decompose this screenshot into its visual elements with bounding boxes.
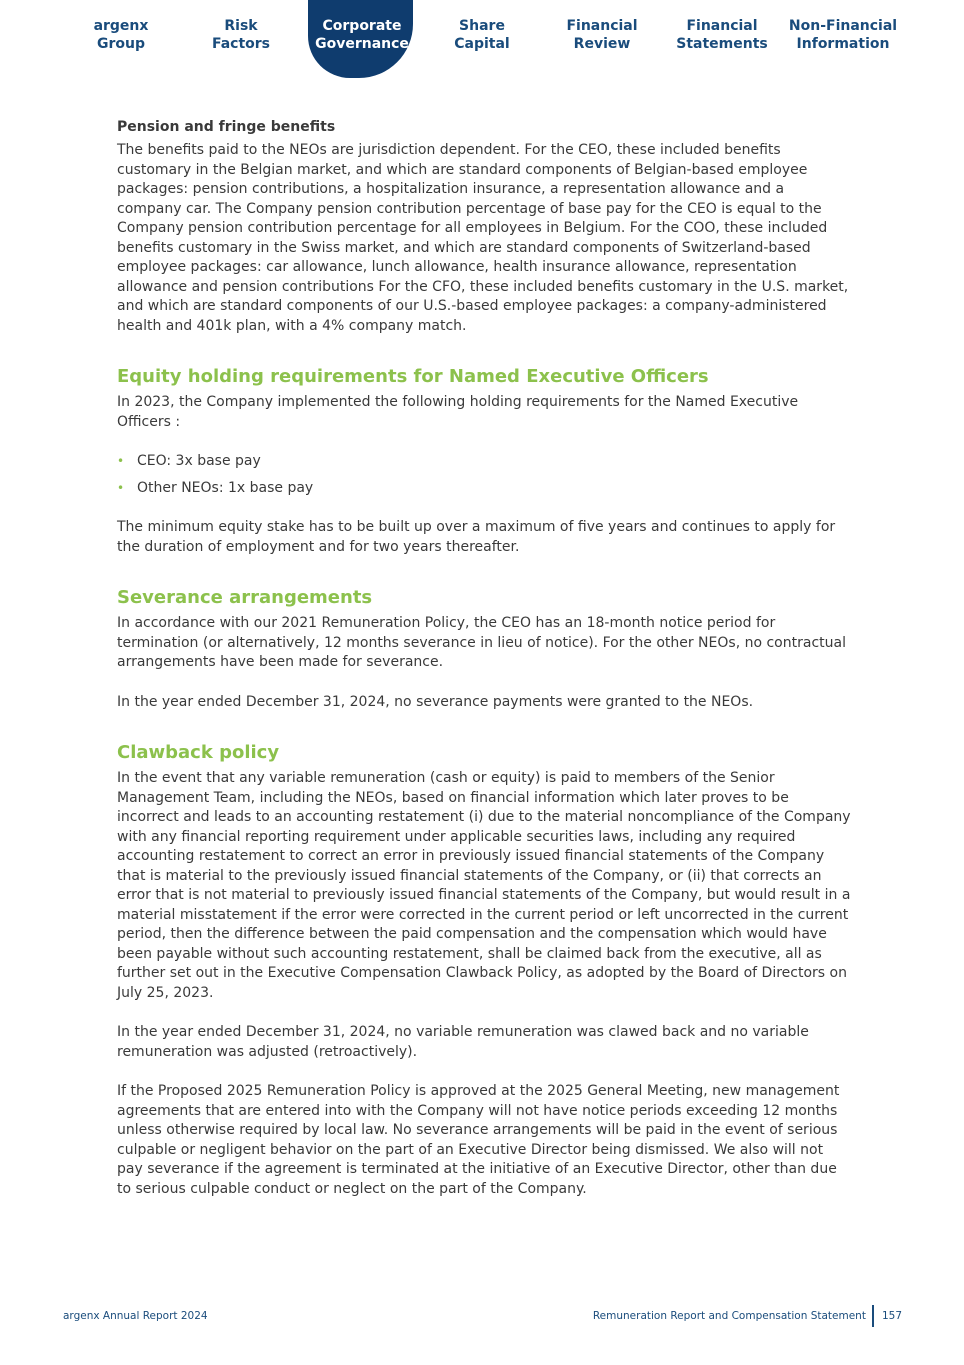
clawback-heading: Clawback policy xyxy=(117,742,280,763)
nav-tab-financial-review[interactable]: Financial Review xyxy=(566,18,638,52)
nav-tab-non-financial-information[interactable]: Non-Financial Information xyxy=(788,18,898,52)
clawback-paragraph-3: If the Proposed 2025 Remuneration Policy is approved at the 2025 General Meeting, new management agreements that are entered into with the Company will not have notice periods exceeding 12 months unless otherwise required by local law. No severance arrangements will be paid in the event of serious culpable or negligent behavior on the part of an Executive Director being dismissed. We also will not pay severance if the agreement is terminated at the initiative of an Executive Director, other than due to serious culpable conduct or neglect on the part of the Company. xyxy=(117,1083,840,1197)
footer-right xyxy=(593,1305,902,1327)
equity-outro: The minimum equity stake has to be built up over a maximum of five years and continues to apply for the duration of employment and for two years thereafter. xyxy=(117,519,836,555)
footer-divider xyxy=(872,1305,874,1327)
page-number: 157 xyxy=(881,1310,902,1322)
bullet-icon: • xyxy=(117,454,125,468)
footer-section-title: Remuneration Report and Compensation Statement xyxy=(592,1310,866,1322)
top-navigation xyxy=(60,0,904,80)
nav-tab-corporate-governance[interactable]: Corporate Governance xyxy=(315,18,409,52)
bullet-icon: • xyxy=(117,481,125,495)
list-item xyxy=(117,452,851,471)
clawback-paragraph-1: In the event that any variable remuneration (cash or equity) is paid to members of the Senior Management Team, including the NEOs, based on financial information which later proves to be incorrect and leads to an accounting restatement (i) due to the material noncompliance of the Company with any financial reporting requirement under applicable securities laws, including any required accounting restatement to correct an error in previously issued financial statements of the Company that is material to the previously issued financial statements of the Company, or (ii) that corrects an error that is not material to previously issued financial statements of the Company, but would result in a material misstatement if the error were corrected in the current period or left uncorrected in the current period, then the difference between the paid compensation and the compensation which would have been payable without such accounting restatement, shall be claimed back from the executive, all as further set out in the Executive Compensation Clawback Policy, as adopted by the Board of Directors on July 25, 2023. xyxy=(117,770,851,1001)
list-item xyxy=(117,479,851,498)
main-content xyxy=(117,118,851,1199)
pension-paragraph: The benefits paid to the NEOs are jurisdiction dependent. For the CEO, these included benefits customary in the Belgian market, and which are standard components of Belgian-based employee packages: pension contributions, a hospitalization insurance, a representation allowance and a company car. The Company pension contribution percentage of base pay for the CEO is equal to the Company pension contribution percentage for all employees in Belgium. For the COO, these included benefits customary in the Swiss market, and which are standard components of Switzerland-based employee packages: car allowance, lunch allowance, health insurance allowance, representation allowance and pension contributions For the CFO, these included benefits customary in the U.S. market, and which are standard components of our U.S.-based employee packages: a company-administered health and 401k plan, with a 4% company match. xyxy=(117,142,849,334)
equity-intro: In 2023, the Company implemented the following holding requirements for the Named Executive Officers : xyxy=(117,394,799,430)
severance-heading: Severance arrangements xyxy=(117,587,373,608)
pension-heading: Pension and fringe benefits xyxy=(117,119,336,135)
nav-tab-risk-factors[interactable]: Risk Factors xyxy=(211,18,271,52)
equity-bullet-list xyxy=(117,452,851,498)
severance-paragraph-2: In the year ended December 31, 2024, no severance payments were granted to the NEOs. xyxy=(117,693,754,710)
clawback-paragraph-2: In the year ended December 31, 2024, no variable remuneration was clawed back and no variable remuneration was adjusted (retroactively). xyxy=(117,1024,809,1060)
nav-tab-argenx-group[interactable]: argenx Group xyxy=(93,18,149,52)
severance-paragraph-1: In accordance with our 2021 Remuneration Policy, the CEO has an 18-month notice period for termination (or alternatively, 12 months severance in lieu of notice). For the other NEOs, no contractual arrangements have been made for severance. xyxy=(117,615,846,670)
nav-tab-financial-statements[interactable]: Financial Statements xyxy=(676,18,768,52)
nav-tab-share-capital[interactable]: Share Capital xyxy=(454,18,510,52)
bullet-text: CEO: 3x base pay xyxy=(137,453,261,469)
bullet-text: Other NEOs: 1x base pay xyxy=(137,480,314,496)
equity-heading: Equity holding requirements for Named Executive Officers xyxy=(117,366,709,387)
footer-report-title: argenx Annual Report 2024 xyxy=(63,1310,208,1322)
